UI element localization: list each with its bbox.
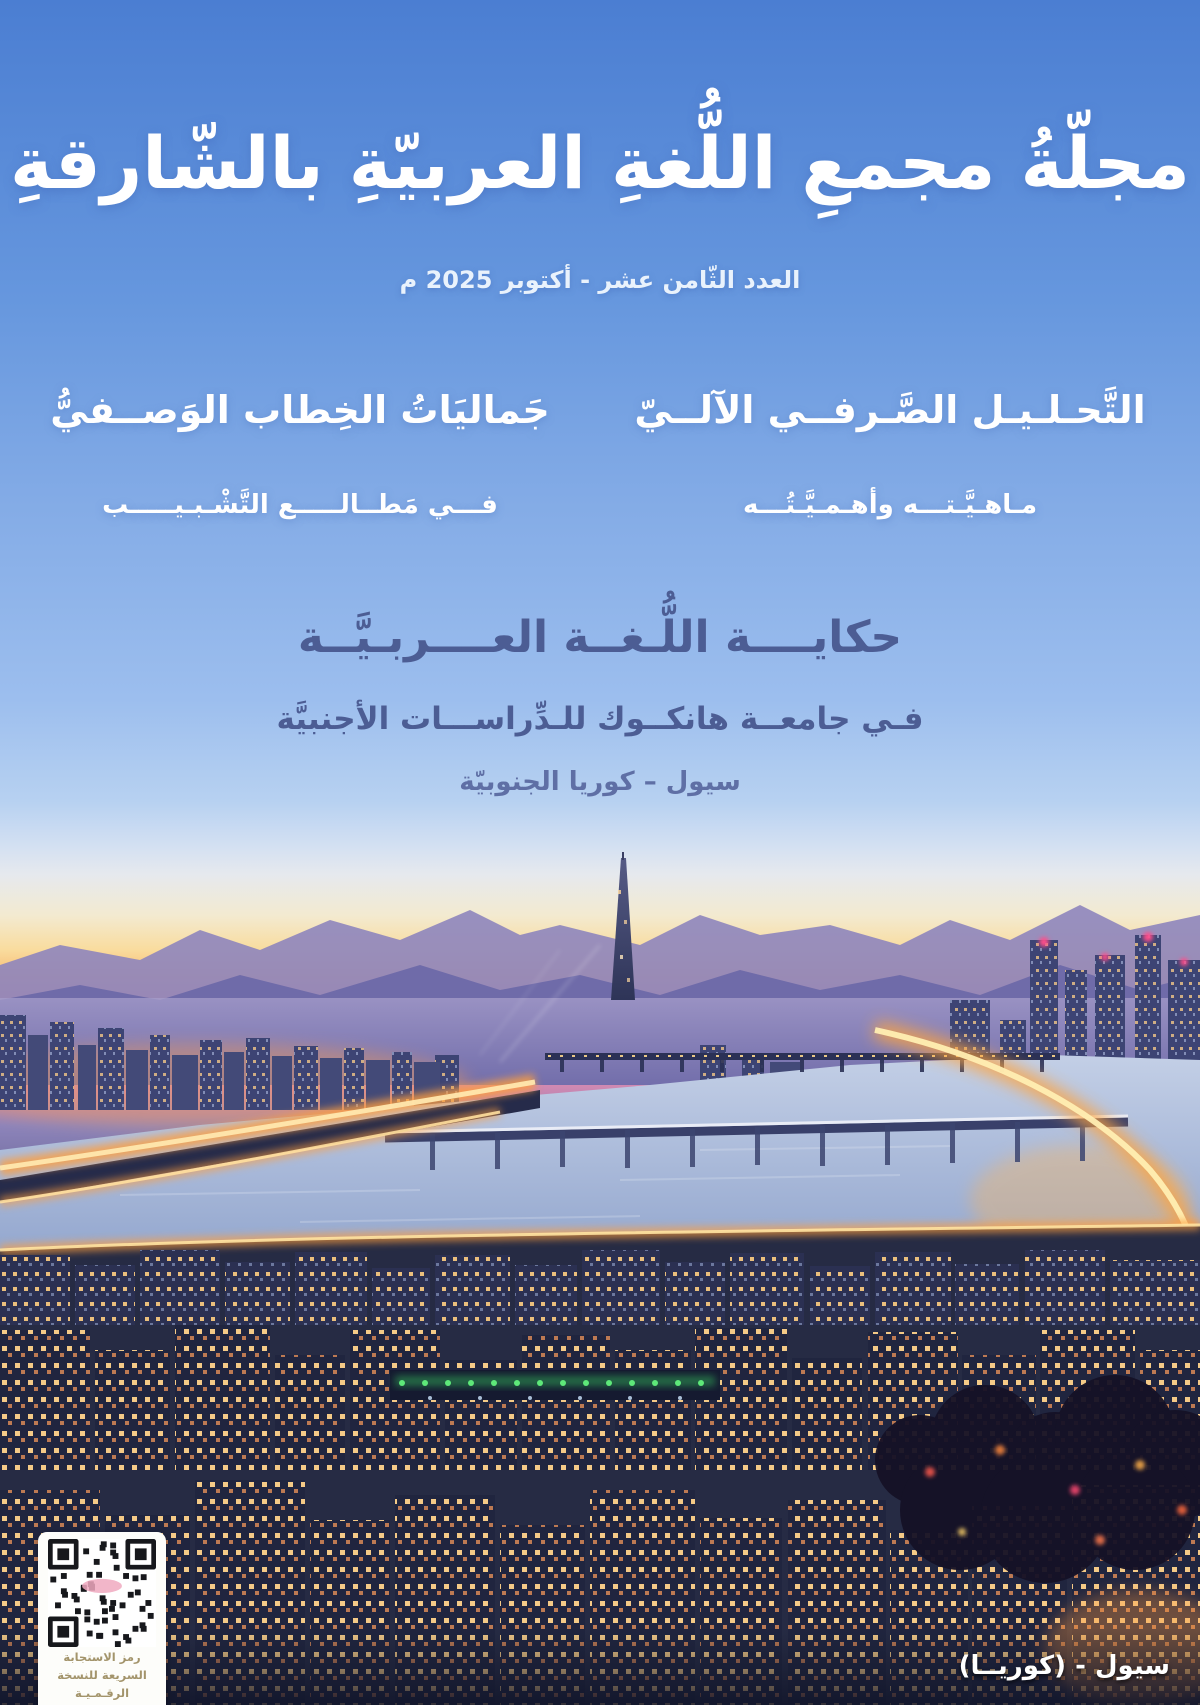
feature-descriptive-discourse bbox=[40, 388, 560, 520]
feature-arabic-language-story bbox=[0, 612, 1200, 797]
issue-line: العدد الثّامن عشر - أكتوبر 2025 م bbox=[399, 266, 801, 294]
magazine-title: مجلّةُ مجمعِ اللُّغةِ العربيّةِ بالشّارقةِ bbox=[9, 121, 1191, 205]
qr-caption-line-1: رمز الاستجابة bbox=[63, 1650, 141, 1664]
feature-right-subtitle: مـاهـيَّـتـــه وأهـمـيَّـتُـــه bbox=[742, 490, 1038, 520]
cover-photo-seoul-skyline bbox=[0, 850, 1200, 1705]
feature-center-line2: فـي جامعــة هانكــوك للـدِّراســـات الأجنبيَّة bbox=[276, 701, 924, 737]
feature-center-line3: سيول – كوريا الجنوبيّة bbox=[459, 767, 741, 797]
feature-right-title: التَّحـلـيـل الصَّـرفــي الآلــيّ bbox=[634, 388, 1146, 432]
qr-code bbox=[48, 1539, 156, 1647]
photo-location-caption: سيول - (كوريــا) bbox=[958, 1651, 1170, 1681]
qr-center-logo bbox=[82, 1579, 122, 1593]
qr-card bbox=[38, 1532, 166, 1705]
feature-left-subtitle: فـــي مَطــالـــــع التَّشْـبـيـــــب bbox=[102, 490, 498, 520]
qr-caption-line-2: السريعة للنسخة bbox=[57, 1667, 147, 1682]
feature-center-title: حكايــــة اللُّـغــة العــــربـيَّــة bbox=[297, 612, 903, 663]
qr-caption-line-3: الرقـمـيـة bbox=[74, 1685, 130, 1700]
train-station-lights bbox=[390, 1370, 720, 1400]
foreground-city bbox=[0, 1225, 1200, 1705]
lotte-tower bbox=[611, 852, 635, 1000]
feature-left-title: جَماليَاتُ الخِطاب الوَصــفيُّ bbox=[50, 388, 550, 432]
qr-caption bbox=[38, 1649, 166, 1702]
feature-morphological-analysis bbox=[620, 388, 1160, 520]
